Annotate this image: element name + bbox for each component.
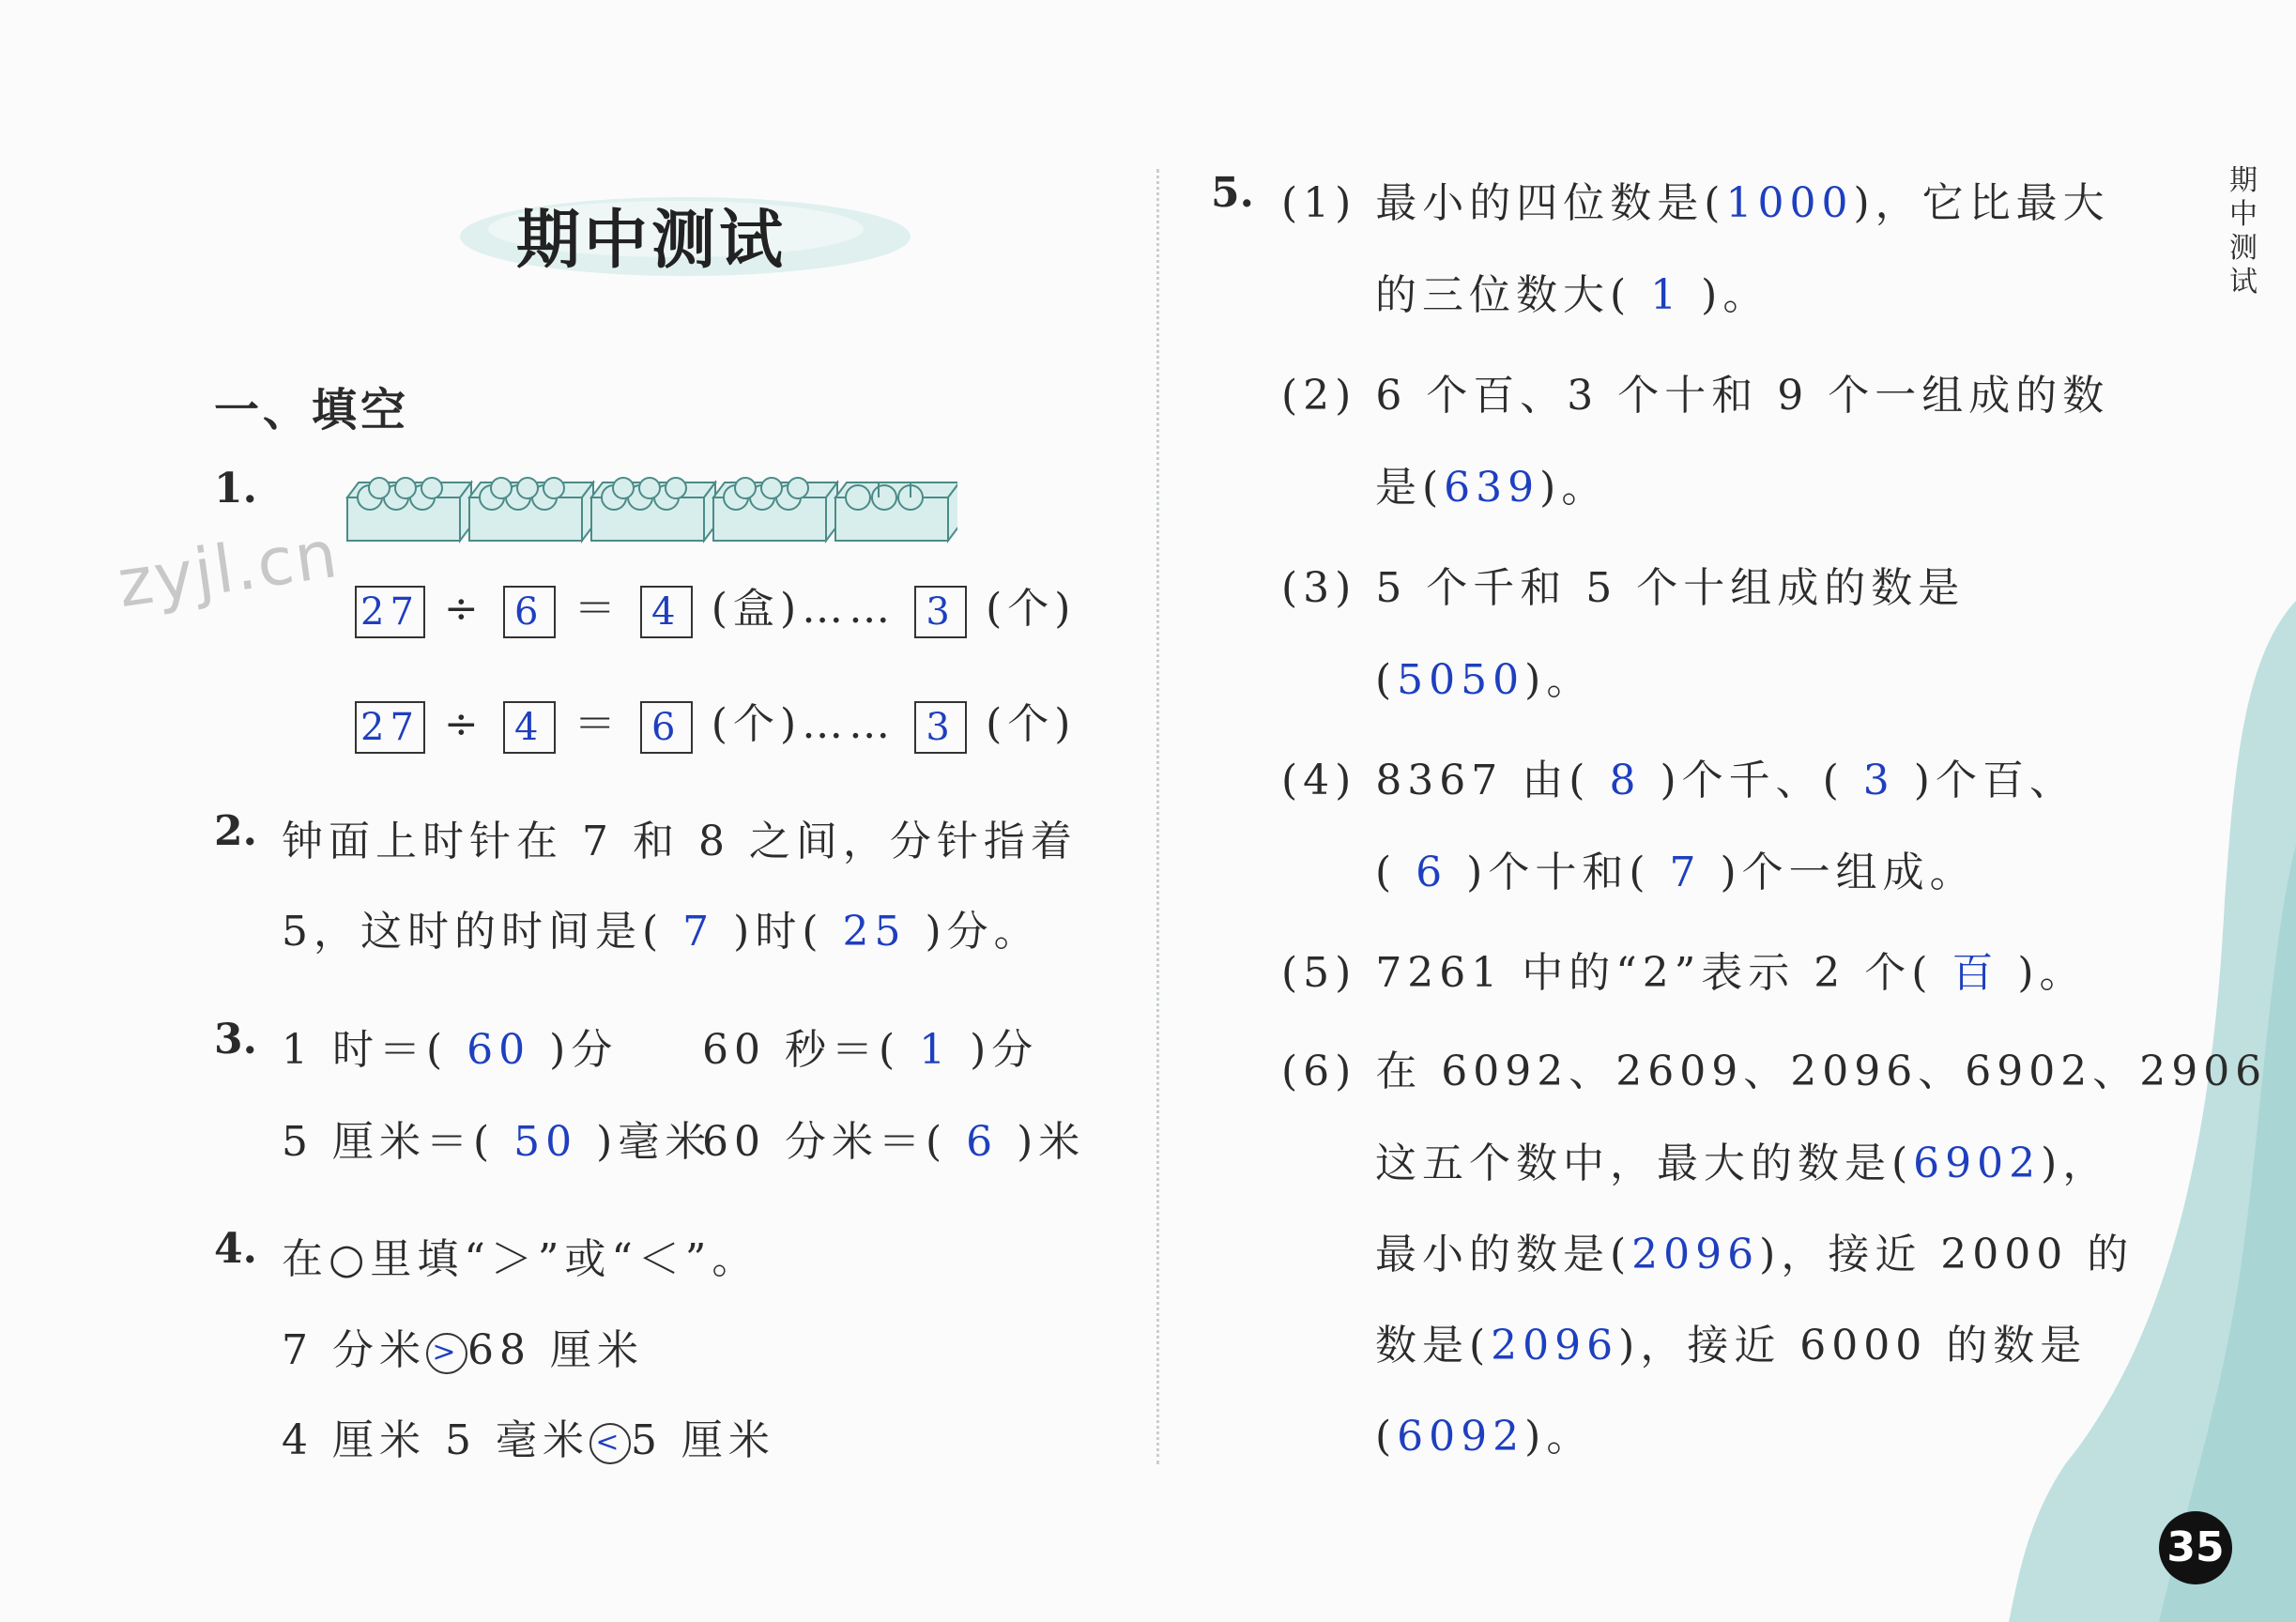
handwritten-answer: 5050 bbox=[1397, 656, 1525, 704]
q5-part-5 bbox=[1281, 939, 2087, 999]
text: 5，这时的时间是( bbox=[282, 908, 665, 956]
text: ( bbox=[1375, 849, 1398, 896]
operator: ＝ bbox=[574, 700, 621, 748]
division-row-2 bbox=[355, 690, 1076, 754]
side-label-char: 中 bbox=[2229, 198, 2258, 231]
q5-part-4 bbox=[1281, 746, 2076, 806]
operator: ÷ bbox=[443, 700, 484, 748]
text: 60 分米＝( bbox=[702, 1118, 948, 1166]
unit-text: (个) bbox=[986, 700, 1077, 748]
side-label-char: 测 bbox=[2229, 232, 2258, 265]
q5-part-6: (6) 在 6092、2609、2096、6902、2906 bbox=[1281, 1048, 2268, 1095]
question-number: 5. bbox=[1211, 169, 1254, 217]
answer-box: 6 bbox=[503, 586, 556, 638]
question-number: 4. bbox=[214, 1225, 257, 1273]
q5-part-6-line4 bbox=[1375, 1311, 2087, 1371]
text: )个一组成。 bbox=[1720, 849, 1977, 896]
text: 60 秒＝( bbox=[702, 1026, 901, 1074]
text: )，接近 6000 的数是 bbox=[1618, 1322, 2088, 1370]
text: 5 厘米 bbox=[630, 1416, 775, 1464]
handwritten-answer: 60 bbox=[467, 1026, 531, 1074]
handwritten-answer: 7 bbox=[1669, 849, 1702, 896]
text: 的三位数大( bbox=[1375, 271, 1632, 319]
handwritten-answer: 3 bbox=[1862, 757, 1895, 804]
text: 5 厘米＝( bbox=[282, 1118, 496, 1166]
text: )分。 bbox=[925, 908, 1041, 956]
compare-item bbox=[282, 1406, 775, 1466]
section-heading: 一、填空 bbox=[214, 384, 410, 436]
text: )。 bbox=[1539, 464, 1609, 512]
q5-part-2: (2) 6 个百、3 个十和 9 个一组成的数 bbox=[1281, 372, 2110, 420]
text: )个百、 bbox=[1913, 757, 2076, 804]
question-text bbox=[282, 897, 1041, 957]
text: 7 分米 bbox=[282, 1326, 426, 1374]
text: )个十和( bbox=[1466, 849, 1651, 896]
text: )， bbox=[2041, 1140, 2110, 1187]
handwritten-answer: 1 bbox=[1650, 271, 1683, 319]
text: (1) 最小的四位数是( bbox=[1281, 179, 1726, 227]
unit-text: (个)…… bbox=[711, 700, 896, 748]
conversion-item bbox=[282, 1016, 618, 1076]
title-banner bbox=[441, 169, 911, 291]
compare-circle: < bbox=[589, 1423, 631, 1464]
operator: ＝ bbox=[574, 585, 621, 633]
handwritten-answer: 6902 bbox=[1913, 1140, 2042, 1187]
handwritten-answer: 639 bbox=[1444, 464, 1540, 512]
handwritten-answer: 6 bbox=[966, 1118, 999, 1166]
answer-box: 4 bbox=[640, 586, 693, 638]
text: 数是( bbox=[1375, 1322, 1492, 1370]
conversion-item bbox=[282, 1108, 712, 1168]
text: )。 bbox=[1524, 1413, 1594, 1461]
q5-part-4-cont bbox=[1375, 838, 1977, 898]
handwritten-answer: 25 bbox=[842, 908, 907, 956]
answer-box: 4 bbox=[503, 701, 556, 754]
unit-text: (盒)…… bbox=[711, 585, 896, 633]
text: 是( bbox=[1375, 464, 1445, 512]
text: )，它比最大 bbox=[1853, 179, 2110, 227]
text: )个千、( bbox=[1660, 757, 1844, 804]
text: )时( bbox=[733, 908, 824, 956]
q5-part-1-cont bbox=[1375, 261, 1769, 321]
compare-circle: > bbox=[426, 1333, 467, 1374]
side-label-char: 试 bbox=[2229, 266, 2258, 298]
handwritten-answer: 6092 bbox=[1397, 1413, 1525, 1461]
handwritten-answer: 1 bbox=[919, 1026, 952, 1074]
text: 最小的数是( bbox=[1375, 1231, 1632, 1278]
handwritten-answer: 8 bbox=[1609, 757, 1642, 804]
text: (5) 7261 中的“2”表示 2 个( bbox=[1281, 949, 1934, 997]
text: )分 bbox=[970, 1026, 1039, 1074]
q5-part-2-cont bbox=[1375, 453, 1608, 513]
text: (4) 8367 由( bbox=[1281, 757, 1591, 804]
handwritten-answer: 1000 bbox=[1725, 179, 1854, 227]
text: 4 厘米 5 毫米 bbox=[282, 1416, 589, 1464]
column-divider bbox=[1156, 169, 1159, 1464]
unit-text: (个) bbox=[986, 585, 1077, 633]
q5-part-6-line2 bbox=[1375, 1129, 2109, 1189]
text: ( bbox=[1375, 656, 1398, 704]
text: )米 bbox=[1017, 1118, 1086, 1166]
q5-part-6-line3 bbox=[1375, 1220, 2134, 1280]
conversion-item bbox=[702, 1016, 1038, 1076]
handwritten-answer: 2096 bbox=[1631, 1231, 1760, 1278]
operator: ÷ bbox=[443, 585, 484, 633]
question-text: 钟面上时针在 7 和 8 之间，分针指着 bbox=[282, 818, 1078, 865]
conversion-item bbox=[702, 1108, 1085, 1168]
question-number: 1. bbox=[214, 465, 257, 513]
handwritten-answer: 百 bbox=[1952, 949, 1999, 997]
text: )毫米 bbox=[596, 1118, 712, 1166]
text: 这五个数中，最大的数是( bbox=[1375, 1140, 1914, 1187]
text: 68 厘米 bbox=[467, 1326, 644, 1374]
division-row-1 bbox=[355, 574, 1076, 638]
answer-box: 27 bbox=[355, 586, 425, 638]
side-chapter-label bbox=[2225, 164, 2262, 299]
text: 1 时＝( bbox=[282, 1026, 449, 1074]
answer-box: 27 bbox=[355, 701, 425, 754]
page-number: 35 bbox=[2159, 1511, 2232, 1584]
side-label-char: 期 bbox=[2229, 164, 2258, 197]
text: ( bbox=[1375, 1413, 1398, 1461]
text: )。 bbox=[1701, 271, 1770, 319]
q5-part-1 bbox=[1281, 169, 2110, 229]
q5-part-3-cont bbox=[1375, 646, 1593, 706]
handwritten-answer: 7 bbox=[682, 908, 715, 956]
text: )，接近 2000 的 bbox=[1759, 1231, 2135, 1278]
egg-boxes-illustration bbox=[338, 469, 957, 552]
handwritten-answer: 2096 bbox=[1491, 1322, 1619, 1370]
compare-item bbox=[282, 1316, 644, 1376]
q5-part-6-line5 bbox=[1375, 1402, 1593, 1462]
text: )。 bbox=[1524, 656, 1594, 704]
watermark: zyjl.cn bbox=[113, 514, 344, 623]
text: )分 bbox=[549, 1026, 619, 1074]
question-text: 在○里填“＞”或“＜”。 bbox=[282, 1235, 759, 1283]
page-title: 期中测试 bbox=[516, 204, 788, 278]
q5-part-3: (3) 5 个千和 5 个十组成的数是 bbox=[1281, 564, 1966, 612]
handwritten-answer: 6 bbox=[1416, 849, 1448, 896]
answer-box: 3 bbox=[914, 701, 967, 754]
question-number: 3. bbox=[214, 1016, 257, 1063]
handwritten-answer: 50 bbox=[513, 1118, 578, 1166]
text: )。 bbox=[2017, 949, 2087, 997]
answer-box: 6 bbox=[640, 701, 693, 754]
question-number: 2. bbox=[214, 807, 257, 855]
answer-box: 3 bbox=[914, 586, 967, 638]
